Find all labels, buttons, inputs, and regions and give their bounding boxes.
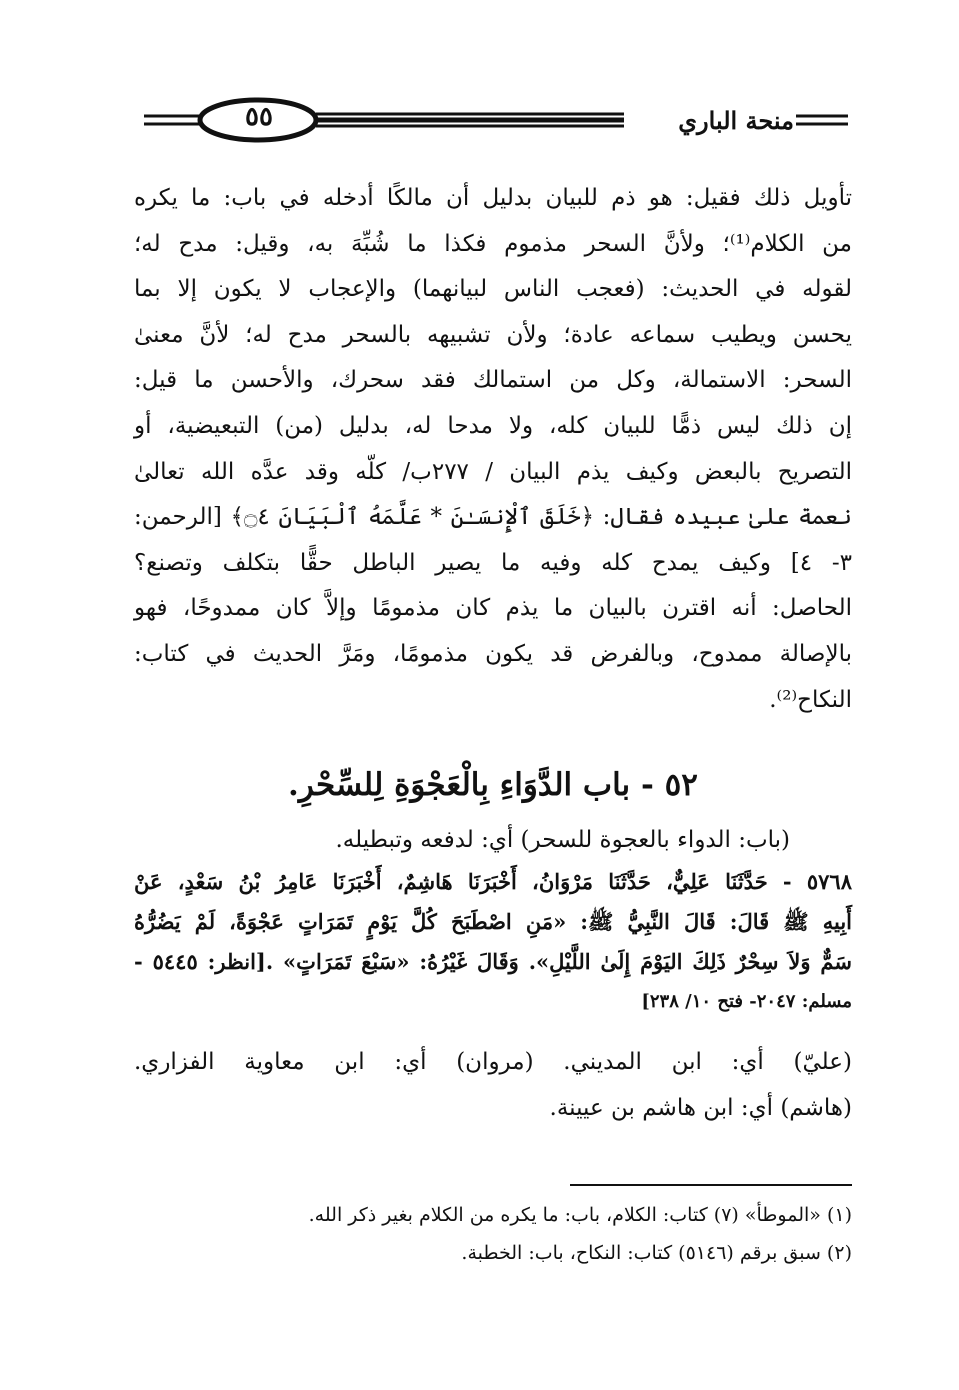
- hadith-line: أَبِيهِ ﷺ قَالَ: قَالَ النَّبِيُّ ﷺ: «مَنِ اصْطَبَحَ كُلَّ يَوْمٍ تَمَرَاتٍ عَجْوَةً، لَمْ يَضُرُّهُ: [134, 909, 852, 934]
- main-paragraph: [134, 176, 852, 723]
- text-line: الحاصل: أنه اقترن بالبيان ما يذم كان مذمومًا وإلاَّ كان ممدوحًا، فهو: [134, 595, 852, 622]
- commentary: [134, 1040, 852, 1131]
- chapter-heading: ٥٢ - باب الدَّوَاءِ بِالْعَجْوَةِ لِلسِّحْرِ.: [288, 767, 698, 803]
- text-line: من الكلام⁽¹⁾؛ ولأنَّ السحر مذموم فكذا ما شُبِّهَ به، وقيل: مدح له؛: [134, 230, 852, 257]
- footnote-separator: [570, 1184, 852, 1186]
- text-line: ٣- ٤] وكيف يمدح كله وفيه ما يصير الباطل حقًّا بتكلف وتصنع؟: [134, 549, 852, 576]
- text-line: النكاح⁽²⁾.: [769, 686, 852, 713]
- text-line: يحسن ويطيب سماعه عادة؛ ولأن تشبيهه بالسحر مدح له؛ لأنَّ معنىٰ: [134, 321, 852, 348]
- commentary-line: (هاشم) أي: ابن هاشم بن عيينة.: [549, 1094, 852, 1121]
- footnote: (٢) سبق برقم (٥١٤٦) كتاب: النكاح، باب: الخطبة.: [461, 1242, 852, 1264]
- hadith-text: [134, 862, 852, 1022]
- page-number: ٥٥: [245, 102, 273, 132]
- text-line: نعمة علىٰ عبيده فقال: ﴿خَلَقَ ٱلْإِنسَـٰنَ * عَلَّمَهُ ٱلْبَيَانَ ۝٤﴾ [الرحمن:: [134, 504, 852, 531]
- text-line: تأويل ذلك فقيل: هو ذم للبيان بدليل أن مالكًا أدخله في باب: ما يكره: [134, 185, 852, 211]
- page-header: [140, 92, 852, 152]
- text-line: لقوله في الحديث: (فعجب الناس لبيانهما) والإعجاب لا يكون إلا بما: [134, 276, 852, 303]
- hadith-line: سَمٌّ وَلاَ سِحْرٌ ذَلِكَ اليَوْمَ إِلَىٰ اللَّيْلِ». وَقَالَ غَيْرُهُ: «سَبْعَ تَمَرَاتٍ» .[انظر: ٥٤٤٥ -: [134, 949, 852, 974]
- hadith-reference: مسلم: ٢٠٤٧- فتح ١٠/ ٢٣٨]: [641, 991, 852, 1012]
- gloss-text: (باب: الدواء بالعجوة للسحر) أي: لدفعه وتبطيله.: [335, 827, 790, 853]
- hadith-line: ٥٧٦٨ - حَدَّثَنَا عَلِيٌّ، حَدَّثَنَا مَرْوَانُ، أَخْبَرَنَا هَاشِمٌ، أَخْبَرَنَا عَامِرُ بْنُ سَعْدٍ، عَنْ: [134, 869, 852, 894]
- running-title: منحة الباري: [678, 106, 794, 135]
- text-line: التصريح بالبعض وكيف يذم البيان / ٢٧٧ب/ كلّه وقد عدَّه الله تعالىٰ: [134, 458, 852, 485]
- chapter-gloss: [134, 818, 852, 864]
- commentary-line: (عليّ) أي: ابن المديني. (مروان) أي: ابن معاوية الفزاري.: [134, 1049, 852, 1075]
- footnotes: [150, 1196, 852, 1272]
- text-line: السحر: الاستمالة، وكل من استمالك فقد سحرك، والأحسن ما قيل:: [134, 367, 852, 394]
- text-line: إن ذلك ليس ذمًّا للبيان كله، ولا مدحا له، بدليل (من) التبعيضية، أو: [134, 412, 852, 439]
- footnote: (١) «الموطأ» (٧) كتاب: الكلام، باب: ما يكره من الكلام بغير ذكر الله.: [308, 1204, 852, 1226]
- text-line: بالإصالة ممدوح، وبالفرض قد يكون مذمومًا، ومَرَّ الحديث في كتاب:: [134, 640, 852, 667]
